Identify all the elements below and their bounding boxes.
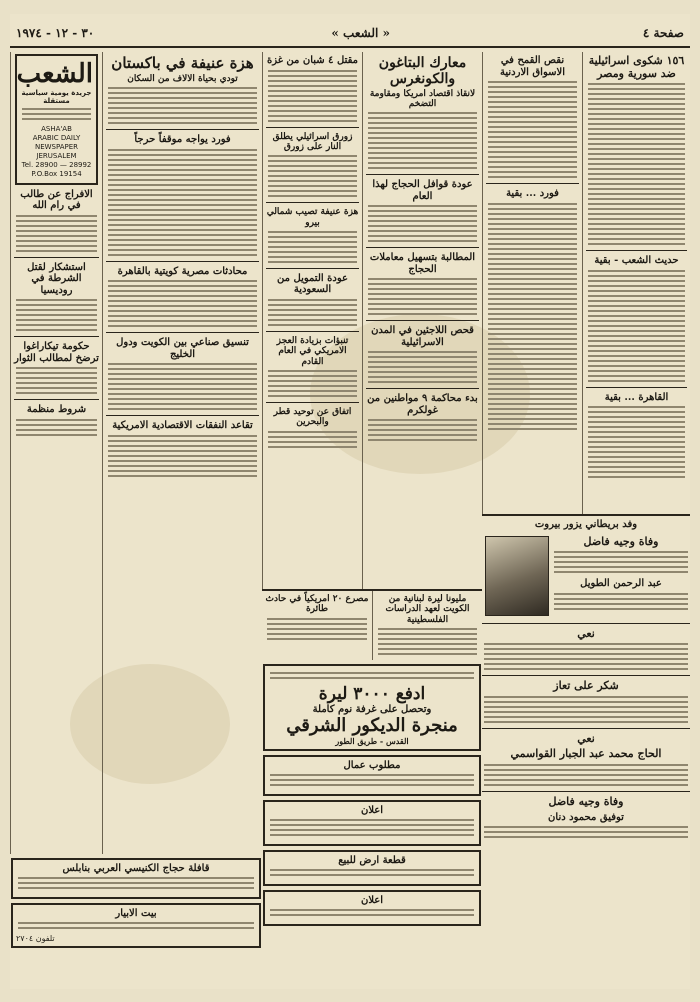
headline: معارك البتاغون والكونغرس [378, 55, 467, 88]
article-body [14, 367, 99, 394]
headline: نعي [577, 731, 595, 745]
headline: فورد يواجه موقفاً حرجاً [134, 134, 231, 146]
ad-price: ادفع ٣٠٠٠ ليرة [318, 684, 426, 705]
headline: زورق اسرائيلي يطلق النار على زورق [272, 131, 353, 152]
headline: ١٥٦ شكوى اسرائيلية ضد سورية ومصر [588, 54, 685, 80]
headline: محادثات مصرية كويتية بالقاهرة [117, 265, 248, 277]
house-notice [11, 903, 261, 948]
headline: شكر على تعاز [553, 679, 619, 693]
article-body [106, 87, 259, 124]
column-1 [10, 52, 102, 981]
headline: الحاج محمد عبد الجبار القواسمي [510, 747, 662, 761]
en-line2: NEWSPAPER [34, 143, 79, 152]
article-body [266, 431, 359, 448]
lower-middle-block [262, 589, 482, 986]
headline: تقاعد النفقات الاقتصادية الامريكية [112, 420, 253, 432]
headline: وفد بريطاني يزور بيروت [534, 519, 638, 530]
headline: توفيق محمود دنان [548, 811, 624, 823]
article-body [482, 764, 690, 786]
headline: المطالبة بتسهيل معاملات الحجاج [369, 252, 476, 275]
article-body [586, 270, 687, 382]
headline: مطلوب عمال [343, 760, 401, 772]
en-city: JERUSALEM [36, 152, 77, 161]
article-body [486, 203, 579, 430]
headline: الافراج عن طالب في رام الله [20, 188, 93, 212]
article-body [366, 351, 479, 383]
ad-body [16, 877, 256, 889]
article-body [266, 370, 359, 397]
masthead [15, 54, 98, 185]
article-body [482, 643, 690, 670]
article-body [14, 215, 99, 252]
article-body [106, 280, 259, 327]
ad-address: القدس - طريق الطور [335, 736, 409, 747]
article-body [266, 231, 359, 263]
headline: وفاة وجيه فاضل [583, 534, 659, 548]
headline: وفاة وجيه فاضل [548, 795, 624, 809]
paper-name: « الشعب » [331, 26, 390, 40]
article-body [366, 278, 479, 315]
headline: قحص اللاجئين في المدن الاسرائيلية [371, 325, 474, 348]
article-body [366, 205, 479, 242]
ad-body [268, 774, 476, 786]
paper-logo: الشعب [16, 59, 93, 89]
headline: شروط منظمة [26, 404, 87, 416]
headline: هزة عنيفة في باكستان [111, 54, 254, 72]
article-body [552, 593, 690, 610]
page-number: صفحة ٤ [642, 26, 684, 40]
column-2 [102, 52, 262, 981]
article-body [552, 551, 690, 573]
headline: هزة عنيفة تصيب شمالي بيرو [266, 207, 359, 228]
ad-company: منجرة الديكور الشرقي [286, 715, 458, 737]
article-body [482, 826, 690, 838]
article-body [266, 299, 359, 326]
headline: نعي [577, 626, 595, 640]
phone-number: تلفون ٢٧٠٤ [16, 934, 55, 943]
headline: مليونا ليرة لبنانية من الكويت لعهد الدراسات الفلسطينية [385, 594, 470, 625]
subheadline: لانقاذ اقتصاد امريكا ومقاومة التضخم [369, 89, 476, 110]
en-line1: ARABIC DAILY [32, 134, 81, 143]
article-body [586, 83, 687, 245]
publisher-info [20, 108, 93, 120]
article-body [265, 618, 369, 640]
headline: عودة التمويل من السعودية [277, 272, 348, 296]
headline: اعلان [360, 805, 384, 817]
en-pob: P.O.Box 19154 [31, 170, 82, 179]
ad-body [268, 819, 476, 836]
article-body [486, 81, 579, 178]
article-body [14, 299, 99, 331]
headline: بدء محاكمة ٩ مواطنين من غولكرم [367, 393, 478, 416]
headline: فورد ... بقية [506, 188, 559, 199]
en-tel: Tel. 28900 — 28992 [21, 161, 92, 170]
article-body [482, 696, 690, 723]
article-body [266, 155, 359, 197]
ad-body [268, 869, 476, 876]
headline: القاهرة ... بقية [604, 391, 669, 403]
ad-body [268, 672, 476, 679]
headline: عبد الرحمن الطويل [580, 578, 662, 590]
headline: حكومة تيكاراغوا ترضخ لمطالب الثوار [14, 341, 99, 364]
headline: مقتل ٤ شبان من غزة [266, 55, 359, 66]
portrait-photo [485, 536, 549, 616]
headline: قطعة ارض للبيع [338, 855, 406, 867]
article-body [266, 70, 359, 122]
ad-offer: وتحصل على غرفة نوم كاملة [312, 704, 432, 716]
headline: نقص القمح في الاسواق الاردنية [500, 55, 565, 78]
headline: قافلة حجاج الكنيسي العربي بنابلس [62, 863, 210, 874]
land-sale-ad [263, 850, 481, 886]
announcement-box [263, 800, 481, 846]
article-body [366, 419, 479, 441]
article-body [106, 149, 259, 256]
article-body [376, 628, 479, 655]
headline: مصرع ٢٠ امريكياً في حادث طائرة [265, 594, 369, 615]
workers-ad [263, 755, 481, 796]
article-body [366, 112, 479, 169]
headline: اتفاق عن توحيد قطر والبحرين [273, 406, 352, 428]
headline: بيت الابيار [115, 908, 157, 919]
article-body [106, 363, 259, 410]
issue-date: ٣٠ - ١٢ - ١٩٧٤ [16, 26, 95, 40]
headline: تنبؤات بزيادة العجز الامريكي في العام القادم [276, 335, 349, 367]
headline: عودة قوافل الحجاج لهذا العام [372, 179, 473, 202]
ad-body [16, 922, 256, 929]
headline: حديث الشعب - بقية [594, 255, 679, 267]
article-body [106, 435, 259, 477]
newspaper-page [10, 14, 690, 989]
page-header [10, 22, 690, 48]
headline: تنسيق صناعي بين الكويت ودول الخليج [116, 337, 249, 360]
article-body [586, 406, 687, 478]
headline: اعلان [360, 895, 384, 907]
bottom-left-notices [10, 854, 262, 984]
article-body [14, 419, 99, 436]
pilgrims-notice [11, 858, 261, 899]
notice-box [263, 890, 481, 926]
ad-body [268, 909, 476, 916]
en-name: ASHA'AB [41, 125, 72, 133]
subheadline: تودي بحياة الالاف من السكان [127, 74, 238, 85]
tagline: جريدة يومية سياسية مستقلة [21, 89, 92, 105]
furniture-ad [263, 664, 481, 751]
headline: استشكار لقتل الشرطة في روديسيا [27, 261, 86, 296]
obituary-block [482, 514, 690, 986]
